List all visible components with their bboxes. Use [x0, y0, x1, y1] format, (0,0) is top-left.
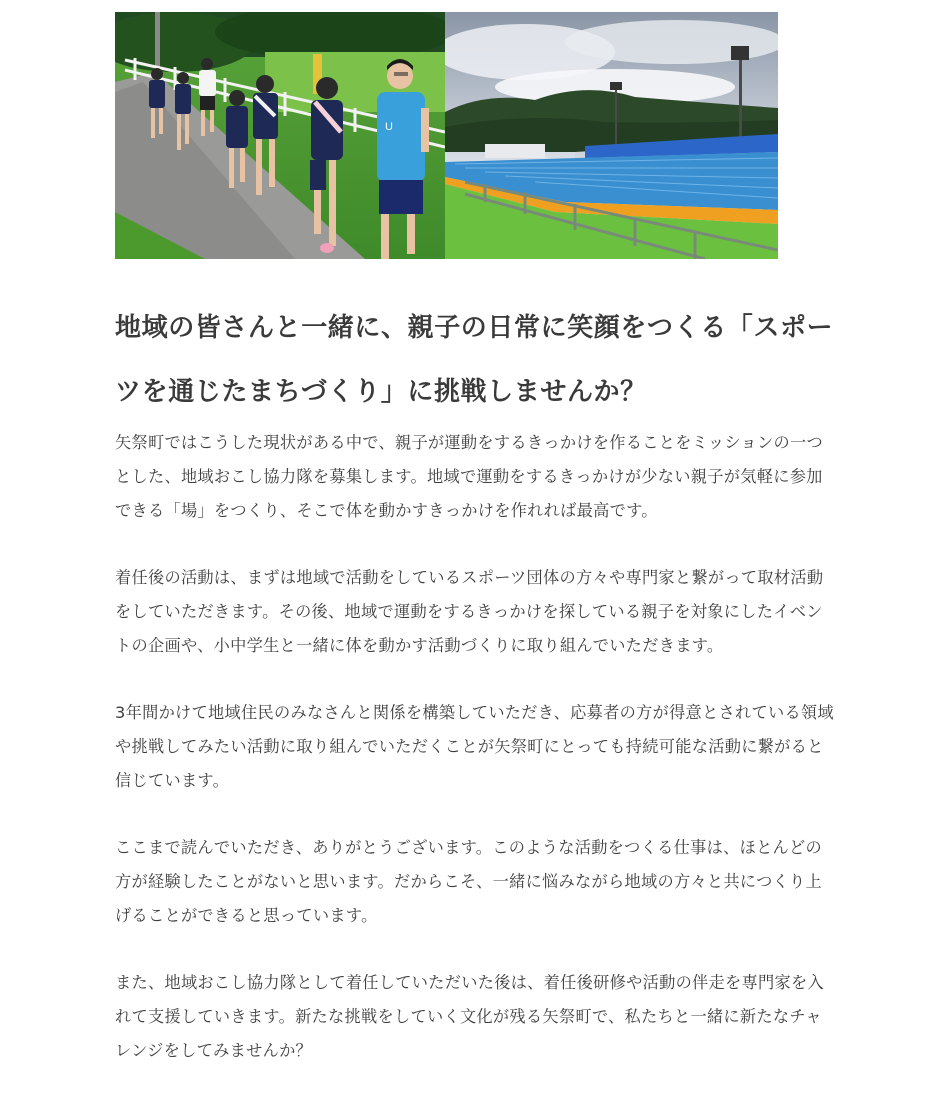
- shirt-print: U: [385, 121, 393, 133]
- section-heading: 地域の皆さんと一緒に、親子の日常に笑顔をつくる「スポーツを通じたまちづくり」に挑戦しませんか？: [115, 313, 834, 407]
- paragraph-three-years: 3年間かけて地域住民のみなさんと関係を構築していただき、応募者の方が得意とされている領域や挑戦してみたい活動に取り組んでいただくことが矢祭町にとっても持続可能な活動に繋がると信じています。: [115, 703, 834, 790]
- article-body: [115, 426, 837, 1101]
- paragraph-recruitment: 矢祭町ではこうした現状がある中で、親子が運動をするきっかけを作ることをミッションの一つとした、地域おこし協力隊を募集します。地域で運動をするきっかけが少ない親子が気軽に参加できる「場」をつくり、そこで体を動かすきっかけを作れれば最高です。: [115, 433, 823, 520]
- running-children-photo: [115, 12, 445, 259]
- paragraph-thanks: ここまで読んでいただき、ありがとうございます。このような活動をつくる仕事は、ほとんどの方が経験したことがないと思います。だからこそ、一緒に悩みながら地域の方々と共につくり上げることができると思っています。: [115, 838, 823, 925]
- pool-illustration: [445, 12, 778, 259]
- running-children-illustration: [115, 12, 445, 259]
- paragraph-support: また、地域おこし協力隊として着任していただいた後は、着任後研修や活動の伴走を専門家を入れて支援していきます。新たな挑戦をしていく文化が残る矢祭町で、私たちと一緒に新たなチャレンジをしてみませんか？: [115, 973, 824, 1060]
- paragraph-activities: 着任後の活動は、まずは地域で活動をしているスポーツ団体の方々や専門家と繋がって取材活動をしていただきます。その後、地域で運動をするきっかけを探している親子を対象にしたイベントの企画や、小中学生と一緒に体を動かす活動づくりに取り組んでいただきます。: [115, 568, 824, 655]
- swimming-pool-stadium-photo: [445, 12, 778, 259]
- photo-strip: [115, 12, 778, 259]
